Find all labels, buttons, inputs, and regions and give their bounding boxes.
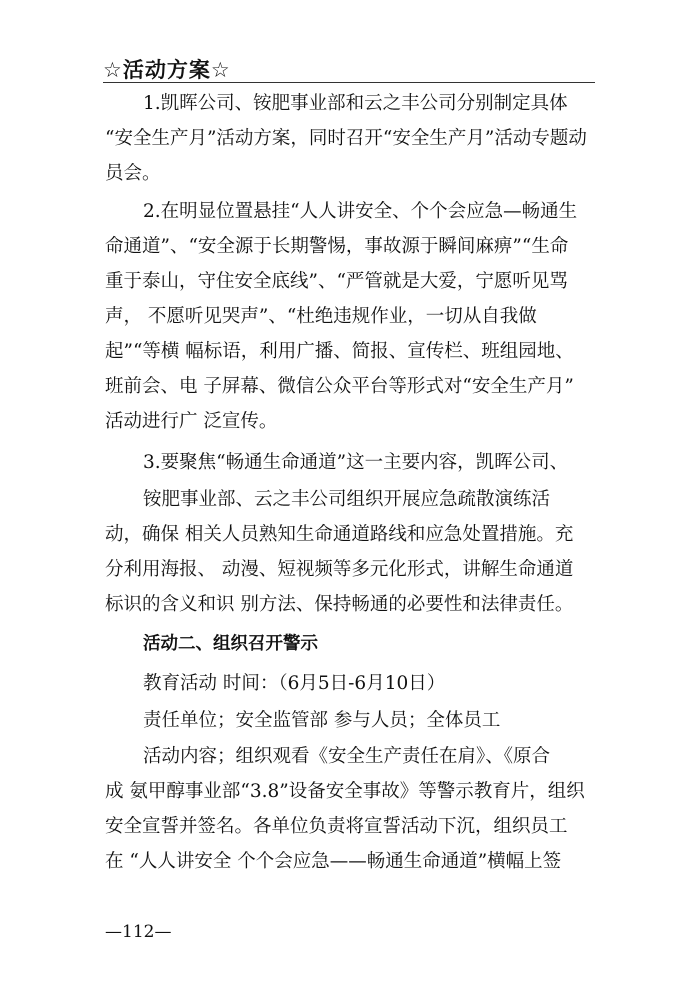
para3-line4: 分利用海报、 动漫、短视频等多元化形式，讲解生命通道 xyxy=(105,559,574,580)
para2-line6: 班前会、电 子屏幕、微信公众平台等形式对“安全生产月” xyxy=(105,376,574,397)
activity-content-line3: 安全宣誓并签名。各单位负责将宣誓活动下沉，组织员工 xyxy=(105,816,568,837)
para3-line2: 铵肥事业部、云之丰公司组织开展应急疏散演练活 xyxy=(143,489,551,510)
activity-content-line2: 成 氨甲醇事业部“3.8”设备安全事故》等警示教育片，组织 xyxy=(105,781,585,802)
para2-line5: 起”“等横 幅标语，利用广播、简报、宣传栏、班组园地、 xyxy=(105,341,574,362)
para1-line3: 员会。 xyxy=(105,163,161,184)
section-heading: ☆活动方案☆ xyxy=(103,58,231,82)
responsible-unit: 责任单位；安全监管部 参与人员；全体员工 xyxy=(143,710,501,731)
para3-line5: 标识的含义和识 别方法、保持畅通的必要性和法律责任。 xyxy=(105,594,574,615)
activity-content-line1: 活动内容；组织观看《安全生产责任在肩》、《原合 xyxy=(143,746,551,767)
activity-time: 教育活动 时间：（6月5日-6月10日） xyxy=(143,673,446,694)
para2-line7: 活动进行广 泛宣传。 xyxy=(105,411,278,432)
para2-line3: 重于泰山，守住安全底线”、“严管就是大爱，宁愿听见骂 xyxy=(105,271,568,292)
activity-content-line4: 在 “人人讲安全 个个会应急——畅通生命通道”横幅上签 xyxy=(105,851,562,872)
para1-line1: 1.凯晖公司、铵肥事业部和云之丰公司分别制定具体 xyxy=(143,93,568,114)
para2-line1: 2.在明显位置悬挂“人人讲安全、个个会应急—畅通生 xyxy=(143,201,578,222)
para2-line4: 声， 不愿听见哭声”、“杜绝违规作业，一切从自我做 xyxy=(105,306,537,327)
activity-two-heading: 活动二、组织召开警示 xyxy=(143,634,318,654)
para2-line2: 命通道”、“安全源于长期警惕，事故源于瞬间麻痹”“生命 xyxy=(105,236,569,257)
para1-line2: “安全生产月”活动方案，同时召开“安全生产月”活动专题动 xyxy=(105,128,587,149)
heading-underline xyxy=(103,82,595,83)
page-number: —112— xyxy=(105,922,172,942)
para3-line1: 3.要聚焦“畅通生命通道”这一主要内容，凯晖公司、 xyxy=(143,452,569,473)
para3-line3: 动，确保 相关人员熟知生命通道路线和应急处置措施。充 xyxy=(105,524,574,545)
